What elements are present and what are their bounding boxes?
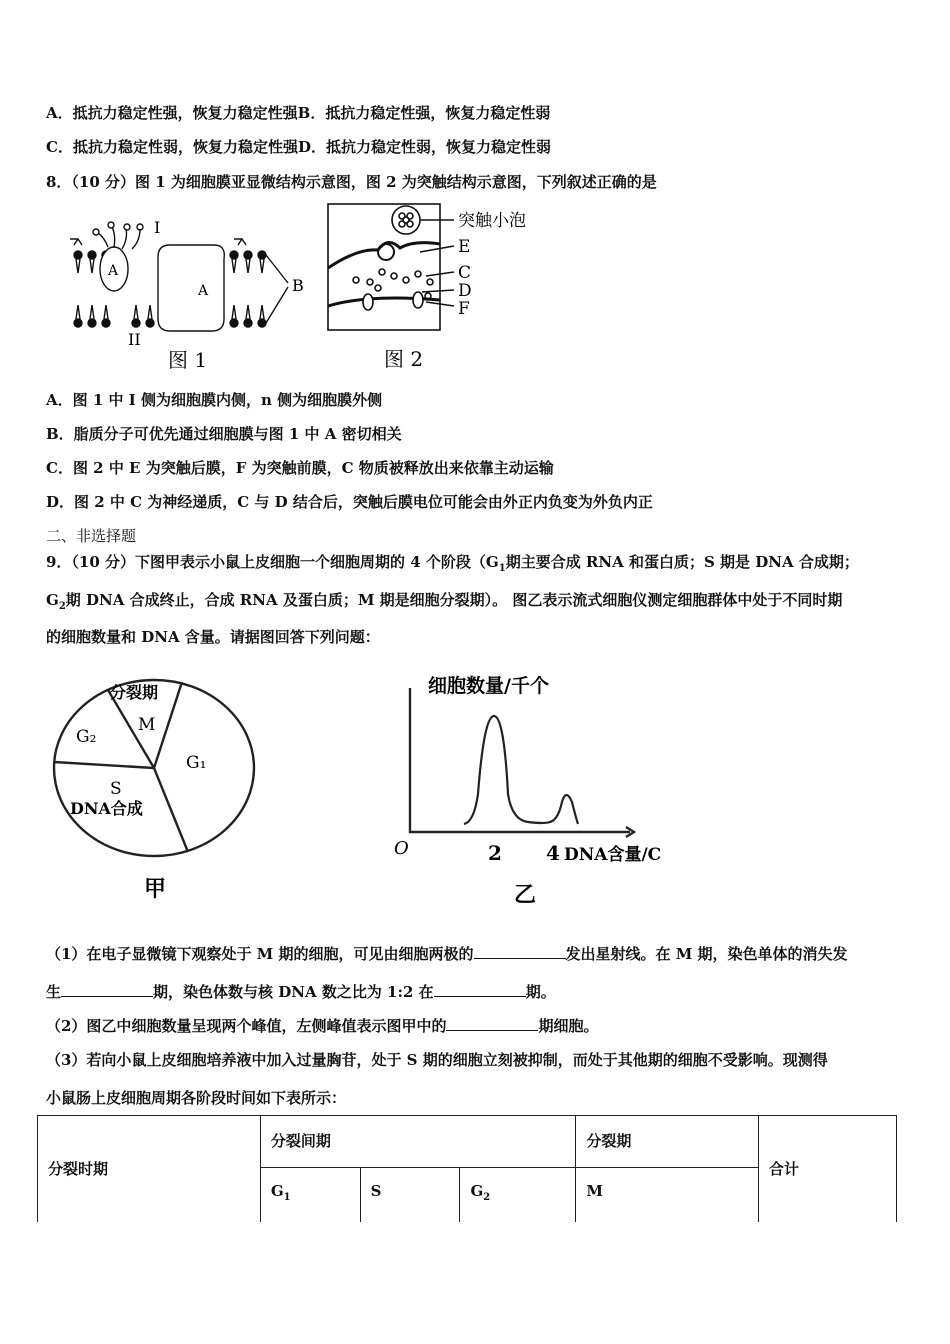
fig2-caption: 图 2 — [384, 347, 424, 371]
cell-cycle-time-table — [37, 1115, 897, 1222]
pie-label-g1: G₁ — [186, 753, 207, 773]
section-2-heading: 二、非选择题 — [46, 527, 137, 545]
figure-jia-cell-cycle-pie — [48, 670, 268, 910]
fig1-label-ii: II — [128, 330, 141, 349]
q8-option-d: D．图 2 中 C 为神经递质，C 与 D 结合后，突触后膜电位可能会由外正内负变为外负内正 — [46, 493, 653, 511]
table-header-mitosis: 分裂期 — [576, 1116, 758, 1168]
pie-label-dna: DNA合成 — [70, 799, 143, 818]
graph-ylabel: 细胞数量/千个 — [428, 675, 549, 697]
fig2-label-d: D — [458, 281, 472, 301]
fig1-label-b: B — [292, 276, 304, 295]
q7-option-d: D．抵抗力稳定性弱，恢复力稳定性弱 — [297, 138, 551, 156]
fig1-label-a-large: A — [198, 283, 209, 299]
figure-2-synapse — [326, 202, 526, 374]
table-header-period: 分裂时期 — [38, 1116, 261, 1222]
graph-origin: O — [394, 838, 409, 859]
fig1-label-i: I — [154, 218, 161, 237]
graph-xlabel: DNA含量/C — [564, 845, 662, 865]
q9-stem-line-2: $G_2$期 DNA 合成终止，合成 RNA 及蛋白质；M 期是细胞分裂期）。 图乙表示流式细胞仪测定细胞群体中处于不同时期 — [46, 591, 843, 612]
table-header-g1: $G_1$ — [260, 1168, 360, 1222]
graph-curve — [464, 716, 578, 824]
q7-option-c: C．抵抗力稳定性弱，恢复力稳定性强 — [46, 138, 298, 156]
fig1-caption: 图 1 — [168, 348, 208, 372]
figure-1-membrane — [66, 205, 316, 375]
figure-yi-dna-content-graph — [390, 668, 710, 916]
q7-option-b: B．抵抗力稳定性强，恢复力稳定性弱 — [297, 104, 551, 122]
q7-option-a: A．抵抗力稳定性强，恢复力稳定性强 — [46, 104, 298, 122]
q7-option-row-2 — [46, 136, 551, 157]
answer-blank-4[interactable] — [446, 1016, 538, 1031]
q9-part-3-line-1: （3）若向小鼠上皮细胞培养液中加入过量胸苷，处于 S 期的细胞立刻被抑制，而处于其他期的细胞不受影响。现测得 — [46, 1051, 828, 1069]
table-header-s: S — [360, 1168, 460, 1222]
graph-tick-4: 4 — [546, 841, 560, 865]
answer-blank-1[interactable] — [474, 944, 566, 959]
q9-stem-line-3: 的细胞数量和 DNA 含量。请据图回答下列问题： — [46, 628, 380, 646]
table-header-interphase: 分裂间期 — [260, 1116, 576, 1168]
table-header-total: 合计 — [758, 1116, 896, 1222]
q8-stem: 8．（10 分）图 1 为细胞膜亚显微结构示意图，图 2 为突触结构示意图，下列叙述正确的是 — [46, 173, 657, 191]
answer-blank-2[interactable] — [61, 982, 153, 997]
q9-part-1-line-2: 生 期，染色体数与核 DNA 数之比为 1:2 在 期。 — [46, 983, 556, 1001]
q9-part-2: （2）图乙中细胞数量呈现两个峰值，左侧峰值表示图甲中的 期细胞。 — [46, 1017, 599, 1035]
pie-label-g2: G₂ — [76, 727, 97, 747]
table-header-g2: $G_2$ — [460, 1168, 576, 1222]
graph-axes — [410, 688, 630, 832]
fig2-label-e: E — [458, 237, 471, 257]
pie-label-m: M — [138, 715, 156, 735]
q9-part-1-line-1: （1）在电子显微镜下观察处于 M 期的细胞，可见由细胞两极的 发出星射线。在 M 期，染色单体的消失发 — [46, 945, 848, 963]
graph-caption: 乙 — [514, 882, 537, 908]
pie-label-fenlie: 分裂期 — [110, 683, 159, 702]
q9-stem-line-1: 9．（10 分）下图甲表示小鼠上皮细胞一个细胞周期的 4 个阶段（$G_1$期主要合成 RNA 和蛋白质；S 期是 DNA 合成期； — [46, 553, 859, 574]
q7-option-row-1 — [46, 102, 550, 123]
q9-part-3-line-2: 小鼠肠上皮细胞周期各阶段时间如下表所示： — [46, 1089, 347, 1107]
q8-option-a: A．图 1 中 I 侧为细胞膜内侧，n 侧为细胞膜外侧 — [46, 391, 383, 409]
pie-label-s: S — [110, 779, 122, 799]
graph-tick-2: 2 — [488, 841, 502, 865]
answer-blank-3[interactable] — [434, 982, 526, 997]
fig2-label-vesicle: 突触小泡 — [458, 211, 526, 231]
fig2-label-c: C — [458, 263, 472, 283]
pie-caption: 甲 — [144, 876, 167, 902]
fig1-label-a-small: A — [108, 263, 119, 279]
q8-option-c: C．图 2 中 E 为突触后膜，F 为突触前膜，C 物质被释放出来依靠主动运输 — [46, 459, 554, 477]
fig2-label-f: F — [458, 299, 470, 319]
q8-option-b: B．脂质分子可优先通过细胞膜与图 1 中 A 密切相关 — [46, 425, 402, 443]
table-header-m: M — [576, 1168, 758, 1222]
